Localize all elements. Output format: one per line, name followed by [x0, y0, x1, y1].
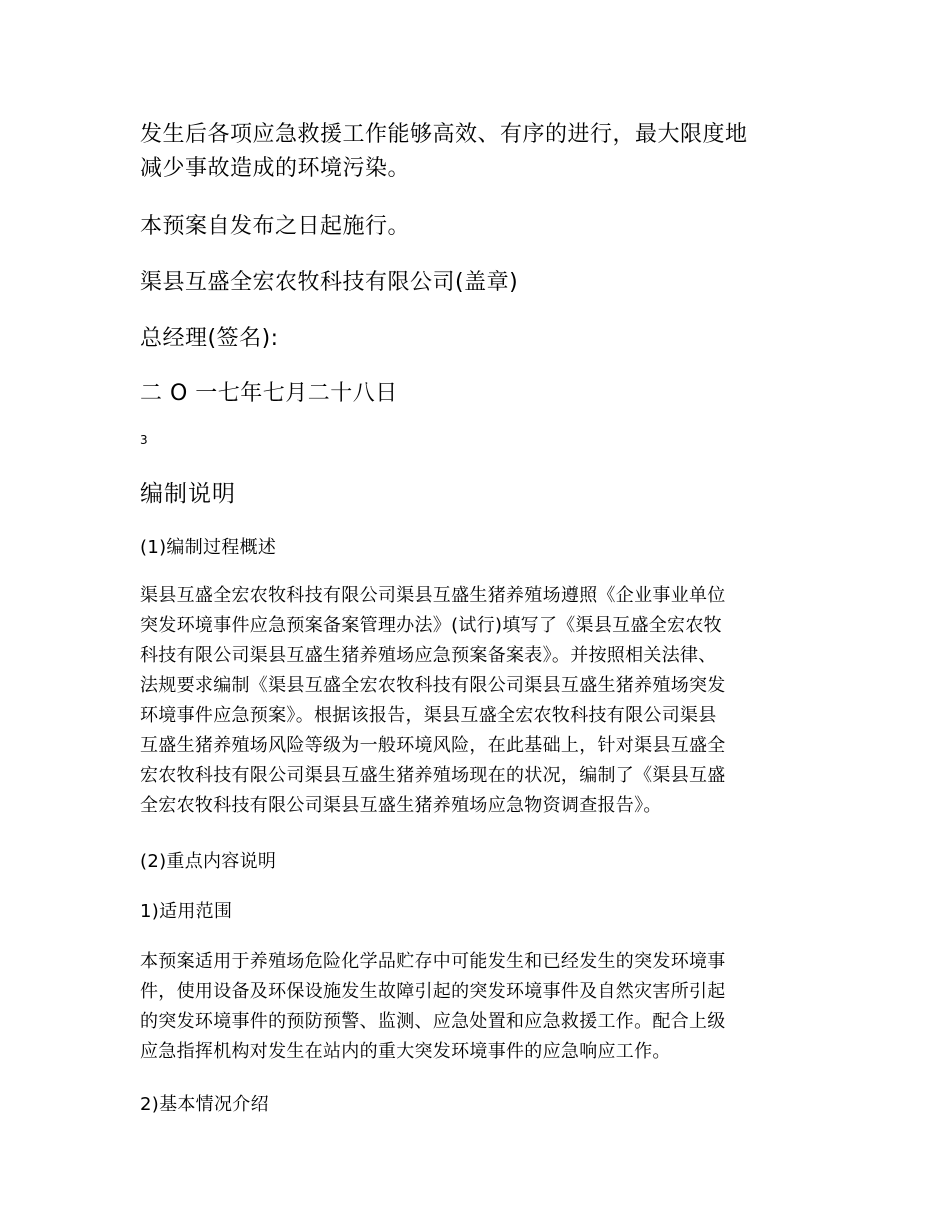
intro-line: 发生后各项应急救援工作能够高效、有序的进行，最大限度地: [140, 122, 748, 147]
paragraph-line: 环境事件应急预案》。根据该报告，渠县互盛全宏农牧科技有限公司渠县: [140, 705, 717, 726]
paragraph-line: 本预案适用于养殖场危险化学品贮存中可能发生和已经发生的突发环境事: [140, 951, 726, 972]
paragraph-line: 全宏农牧科技有限公司渠县互盛生猪养殖场应急物资调查报告》。: [140, 795, 662, 816]
page-number: 3: [140, 433, 148, 447]
item-1-title: 1)适用范围: [140, 901, 233, 922]
paragraph-line: 的突发环境事件的预防预警、监测、应急处置和应急救援工作。配合上级: [140, 1011, 726, 1032]
intro-paragraph: [140, 118, 820, 186]
paragraph-line: 法规要求编制《渠县互盛全宏农牧科技有限公司渠县互盛生猪养殖场突发: [140, 675, 726, 696]
paragraph-line: 渠县互盛全宏农牧科技有限公司渠县互盛生猪养殖场遵照《企业事业单位: [140, 585, 726, 606]
effective-statement: 本预案自发布之日起施行。: [140, 214, 411, 239]
paragraph-line: 件，使用设备及环保设施发生故障引起的突发环境事件及自然灾害所引起: [140, 981, 726, 1002]
section-title: 编制说明: [140, 481, 236, 507]
item-2-title: 2)基本情况介绍: [140, 1094, 269, 1115]
paragraph-line: 互盛生猪养殖场风险等级为一般环境风险，在此基础上，针对渠县互盛全: [140, 735, 726, 756]
paragraph-line: 宏农牧科技有限公司渠县互盛生猪养殖场现在的状况，编制了《渠县互盛: [140, 765, 726, 786]
manager-signature-line: 总经理(签名):: [140, 326, 279, 351]
subsection-1-paragraph: [140, 581, 820, 821]
paragraph-line: 科技有限公司渠县互盛生猪养殖场应急预案备案表》。并按照相关法律、: [140, 645, 717, 666]
issue-date: 二 O 一七年七月二十八日: [140, 381, 398, 406]
intro-line: 减少事故造成的环境污染。: [140, 156, 411, 181]
subsection-2-title: (2)重点内容说明: [140, 851, 277, 872]
company-seal-line: 渠县互盛全宏农牧科技有限公司(盖章): [140, 270, 519, 295]
paragraph-line: 突发环境事件应急预案备案管理办法》(试行)填写了《渠县互盛全宏农牧: [140, 615, 722, 636]
subsection-1-title: (1)编制过程概述: [140, 537, 277, 558]
item-1-paragraph: [140, 947, 820, 1067]
paragraph-line: 应急指挥机构对发生在站内的重大突发环境事件的应急响应工作。: [140, 1041, 671, 1062]
